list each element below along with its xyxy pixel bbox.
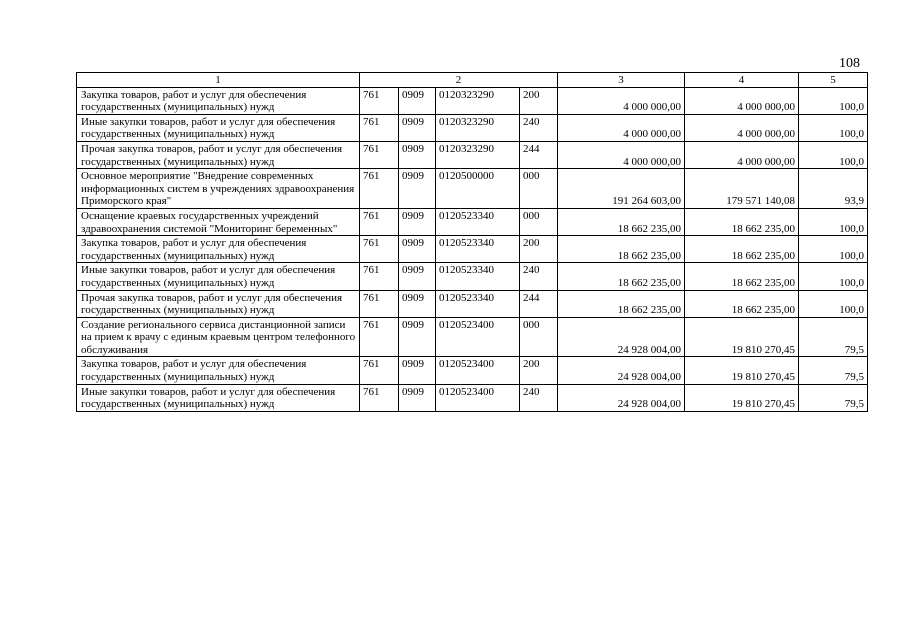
row-name: Прочая закупка товаров, работ и услуг для обеспечения государственных (муниципальных) нужд: [77, 290, 360, 317]
row-name: Оснащение краевых государственных учреждений здравоохранения системой "Мониторинг беременных": [77, 208, 360, 235]
row-planned-amount: 191 264 603,00: [558, 169, 685, 209]
header-col-3: 3: [558, 73, 685, 88]
row-actual-amount: 4 000 000,00: [685, 87, 799, 114]
row-target-code: 0120523340: [436, 263, 520, 290]
row-target-code: 0120523400: [436, 384, 520, 411]
row-target-code: 0120523340: [436, 236, 520, 263]
table-row: [77, 384, 868, 411]
row-expense-type: 240: [520, 263, 558, 290]
row-execution-percent: 93,9: [799, 169, 868, 209]
row-execution-percent: 100,0: [799, 236, 868, 263]
row-target-code: 0120523340: [436, 208, 520, 235]
header-col-5: 5: [799, 73, 868, 88]
row-expense-type: 200: [520, 236, 558, 263]
row-ved-code: 761: [360, 87, 399, 114]
row-target-code: 0120523400: [436, 357, 520, 384]
row-ved-code: 761: [360, 384, 399, 411]
table-row: [77, 208, 868, 235]
row-planned-amount: 18 662 235,00: [558, 236, 685, 263]
row-section-code: 0909: [399, 384, 436, 411]
row-actual-amount: 18 662 235,00: [685, 290, 799, 317]
row-section-code: 0909: [399, 141, 436, 168]
table-row: [77, 263, 868, 290]
row-section-code: 0909: [399, 317, 436, 357]
row-expense-type: 240: [520, 114, 558, 141]
row-execution-percent: 100,0: [799, 114, 868, 141]
row-planned-amount: 4 000 000,00: [558, 141, 685, 168]
row-name: Основное мероприятие "Внедрение современных информационных систем в учреждениях здравоохранения Приморского края": [77, 169, 360, 209]
row-section-code: 0909: [399, 87, 436, 114]
row-ved-code: 761: [360, 169, 399, 209]
row-name: Закупка товаров, работ и услуг для обеспечения государственных (муниципальных) нужд: [77, 87, 360, 114]
row-ved-code: 761: [360, 141, 399, 168]
row-ved-code: 761: [360, 208, 399, 235]
row-name: Иные закупки товаров, работ и услуг для обеспечения государственных (муниципальных) нужд: [77, 384, 360, 411]
table-row: [77, 141, 868, 168]
page-number: 108: [839, 56, 860, 71]
row-planned-amount: 18 662 235,00: [558, 290, 685, 317]
row-actual-amount: 18 662 235,00: [685, 208, 799, 235]
table-row: [77, 357, 868, 384]
row-execution-percent: 79,5: [799, 317, 868, 357]
row-name: Иные закупки товаров, работ и услуг для обеспечения государственных (муниципальных) нужд: [77, 114, 360, 141]
row-target-code: 0120323290: [436, 114, 520, 141]
row-execution-percent: 100,0: [799, 263, 868, 290]
row-target-code: 0120500000: [436, 169, 520, 209]
row-ved-code: 761: [360, 317, 399, 357]
row-name: Создание регионального сервиса дистанционной записи на прием к врачу с единым краевым центром телефонного обслуживания: [77, 317, 360, 357]
table-row: [77, 87, 868, 114]
row-execution-percent: 79,5: [799, 357, 868, 384]
row-execution-percent: 100,0: [799, 290, 868, 317]
row-section-code: 0909: [399, 263, 436, 290]
row-target-code: 0120523400: [436, 317, 520, 357]
row-expense-type: 200: [520, 357, 558, 384]
row-planned-amount: 24 928 004,00: [558, 317, 685, 357]
row-planned-amount: 24 928 004,00: [558, 357, 685, 384]
row-planned-amount: 4 000 000,00: [558, 114, 685, 141]
row-expense-type: 000: [520, 208, 558, 235]
table-row: [77, 317, 868, 357]
budget-table: [76, 72, 868, 412]
row-actual-amount: 18 662 235,00: [685, 263, 799, 290]
row-expense-type: 200: [520, 87, 558, 114]
row-section-code: 0909: [399, 114, 436, 141]
row-target-code: 0120323290: [436, 141, 520, 168]
row-target-code: 0120323290: [436, 87, 520, 114]
header-col-4: 4: [685, 73, 799, 88]
row-name: Закупка товаров, работ и услуг для обеспечения государственных (муниципальных) нужд: [77, 236, 360, 263]
table-row: [77, 290, 868, 317]
table-body: [77, 87, 868, 411]
row-execution-percent: 79,5: [799, 384, 868, 411]
row-actual-amount: 4 000 000,00: [685, 114, 799, 141]
row-ved-code: 761: [360, 236, 399, 263]
row-section-code: 0909: [399, 290, 436, 317]
header-col-1: 1: [77, 73, 360, 88]
row-section-code: 0909: [399, 208, 436, 235]
table-row: [77, 169, 868, 209]
table-row: [77, 114, 868, 141]
row-planned-amount: 4 000 000,00: [558, 87, 685, 114]
row-expense-type: 244: [520, 141, 558, 168]
row-actual-amount: 4 000 000,00: [685, 141, 799, 168]
row-expense-type: 000: [520, 317, 558, 357]
row-planned-amount: 18 662 235,00: [558, 263, 685, 290]
row-expense-type: 244: [520, 290, 558, 317]
row-execution-percent: 100,0: [799, 141, 868, 168]
row-section-code: 0909: [399, 169, 436, 209]
row-actual-amount: 19 810 270,45: [685, 357, 799, 384]
row-expense-type: 000: [520, 169, 558, 209]
row-name: Закупка товаров, работ и услуг для обеспечения государственных (муниципальных) нужд: [77, 357, 360, 384]
row-ved-code: 761: [360, 290, 399, 317]
row-name: Иные закупки товаров, работ и услуг для обеспечения государственных (муниципальных) нужд: [77, 263, 360, 290]
row-section-code: 0909: [399, 357, 436, 384]
row-ved-code: 761: [360, 263, 399, 290]
row-execution-percent: 100,0: [799, 87, 868, 114]
row-section-code: 0909: [399, 236, 436, 263]
row-planned-amount: 24 928 004,00: [558, 384, 685, 411]
header-row: [77, 73, 868, 88]
row-actual-amount: 18 662 235,00: [685, 236, 799, 263]
row-planned-amount: 18 662 235,00: [558, 208, 685, 235]
row-expense-type: 240: [520, 384, 558, 411]
table-row: [77, 236, 868, 263]
row-actual-amount: 179 571 140,08: [685, 169, 799, 209]
header-col-2: 2: [360, 73, 558, 88]
row-ved-code: 761: [360, 114, 399, 141]
row-ved-code: 761: [360, 357, 399, 384]
row-target-code: 0120523340: [436, 290, 520, 317]
row-actual-amount: 19 810 270,45: [685, 384, 799, 411]
row-actual-amount: 19 810 270,45: [685, 317, 799, 357]
row-name: Прочая закупка товаров, работ и услуг для обеспечения государственных (муниципальных) нужд: [77, 141, 360, 168]
row-execution-percent: 100,0: [799, 208, 868, 235]
